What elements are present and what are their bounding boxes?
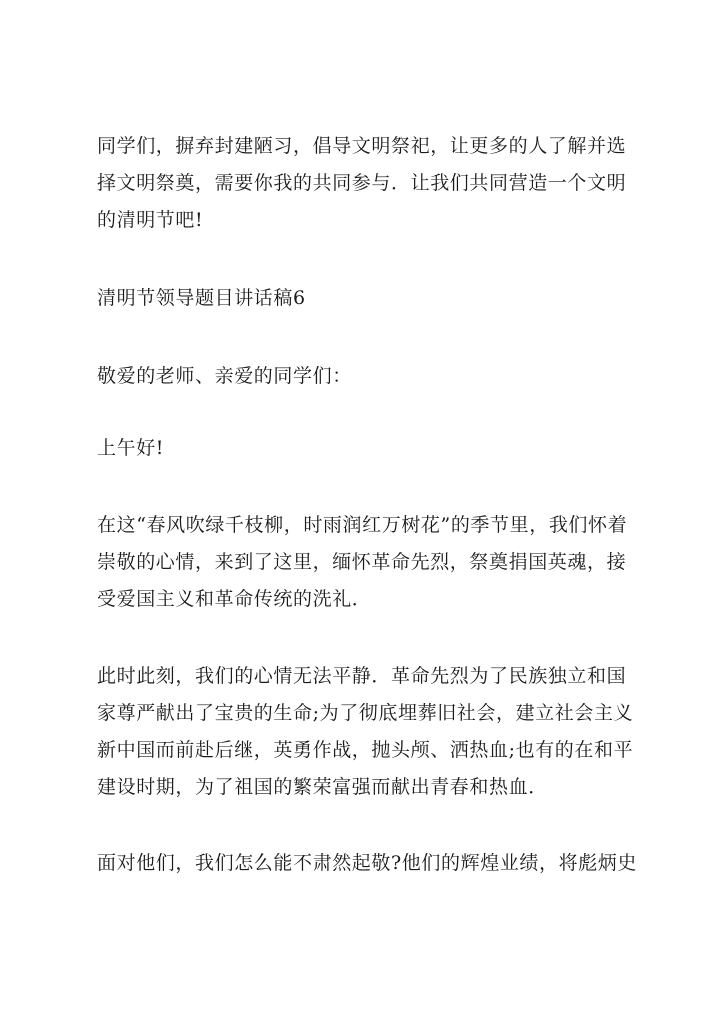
greeting: 上午好! (97, 437, 165, 459)
section-title: 清明节领导题目讲话稿6 (97, 287, 306, 309)
paragraph-respect: 面对他们，我们怎么能不肃然起敬?他们的辉煌业绩，将彪炳史 (97, 852, 637, 874)
paragraph-martyrs: 此时此刻，我们的心情无法平静．革命先烈为了民族独立和国家尊严献出了宝贵的生命;为了彻底埋葬旧社会，建立社会主义新中国而前赴后继，英勇作战，抛头颅、洒热血;也有的在和平建设时期，为了祖国的繁荣富强而献出青春和热血． (97, 665, 634, 798)
paragraph-spring-season: 在这“春风吹绿千枝柳，时雨润红万树花”的季节里，我们怀着崇敬的心情，来到了这里，缅怀革命先烈，祭奠捐国英魂，接受爱国主义和革命传统的洗礼． (97, 514, 628, 610)
salutation: 敬爱的老师、亲爱的同学们： (97, 365, 352, 387)
paragraph-closing-call: 同学们，摒弃封建陋习，倡导文明祭祀，让更多的人了解并选择文明祭奠，需要你我的共同参与．让我们共同营造一个文明的清明节吧! (97, 135, 627, 231)
